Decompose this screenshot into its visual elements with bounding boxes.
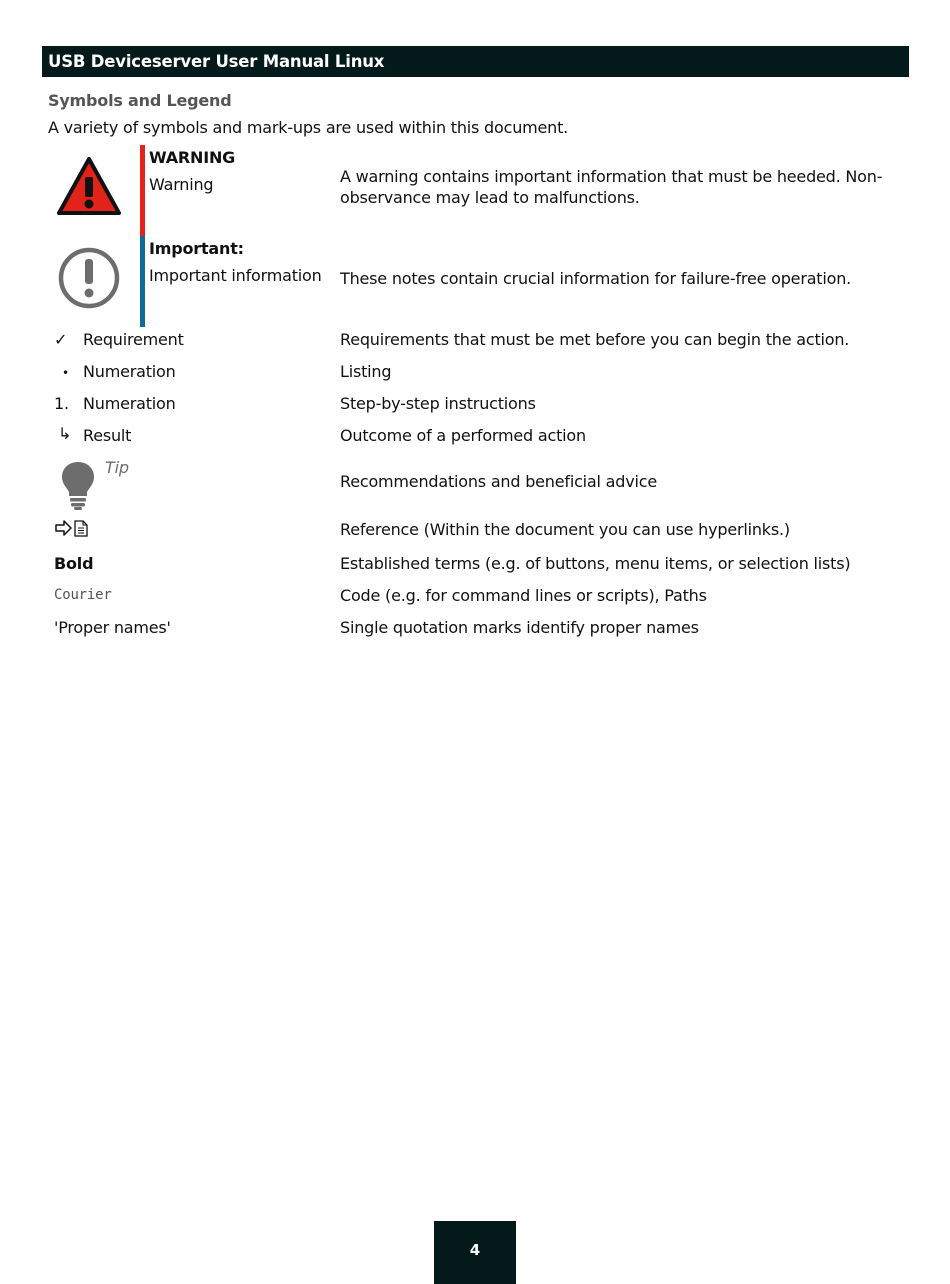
listing-label: Numeration bbox=[83, 362, 176, 381]
lightbulb-icon bbox=[60, 460, 96, 510]
reference-description: Reference (Within the document you can use hyperlinks.) bbox=[340, 520, 790, 539]
proper-names-description: Single quotation marks identify proper names bbox=[340, 618, 699, 637]
important-bar bbox=[140, 236, 145, 327]
result-label: Result bbox=[83, 426, 132, 445]
result-symbol: ↳ bbox=[58, 424, 72, 443]
arrow-document-icon bbox=[55, 519, 91, 537]
listing-symbol: • bbox=[62, 366, 69, 380]
warning-description-line1: A warning contains important information that must be heeded. Non- bbox=[340, 167, 883, 186]
warning-bar bbox=[140, 145, 145, 236]
exclamation-circle-icon bbox=[57, 246, 121, 310]
tip-description: Recommendations and beneficial advice bbox=[340, 472, 657, 491]
tip-label: Tip bbox=[105, 458, 129, 477]
page-number: 4 bbox=[434, 1221, 516, 1284]
steps-description: Step-by-step instructions bbox=[340, 394, 536, 413]
section-intro: A variety of symbols and mark-ups are used within this document. bbox=[48, 118, 569, 137]
courier-label: Courier bbox=[54, 587, 112, 603]
result-description: Outcome of a performed action bbox=[340, 426, 586, 445]
warning-description-line2: observance may lead to malfunctions. bbox=[340, 188, 640, 207]
requirement-description: Requirements that must be met before you can begin the action. bbox=[340, 330, 850, 349]
steps-symbol: 1. bbox=[54, 394, 69, 413]
steps-label: Numeration bbox=[83, 394, 176, 413]
important-label: Important information bbox=[149, 266, 322, 285]
warning-label: Warning bbox=[149, 175, 214, 194]
requirement-symbol: ✓ bbox=[54, 330, 68, 349]
warning-heading: WARNING bbox=[149, 148, 236, 167]
listing-description: Listing bbox=[340, 362, 392, 381]
section-title: Symbols and Legend bbox=[48, 91, 232, 110]
warning-triangle-icon bbox=[55, 155, 123, 217]
proper-names-label: 'Proper names' bbox=[54, 618, 171, 637]
important-heading: Important: bbox=[149, 239, 244, 258]
requirement-label: Requirement bbox=[83, 330, 184, 349]
courier-description: Code (e.g. for command lines or scripts), Paths bbox=[340, 586, 707, 605]
bold-label: Bold bbox=[54, 554, 94, 573]
document-header: USB Deviceserver User Manual Linux bbox=[42, 46, 909, 77]
important-description: These notes contain crucial information for failure-free operation. bbox=[340, 269, 852, 288]
bold-description: Established terms (e.g. of buttons, menu items, or selection lists) bbox=[340, 554, 851, 573]
